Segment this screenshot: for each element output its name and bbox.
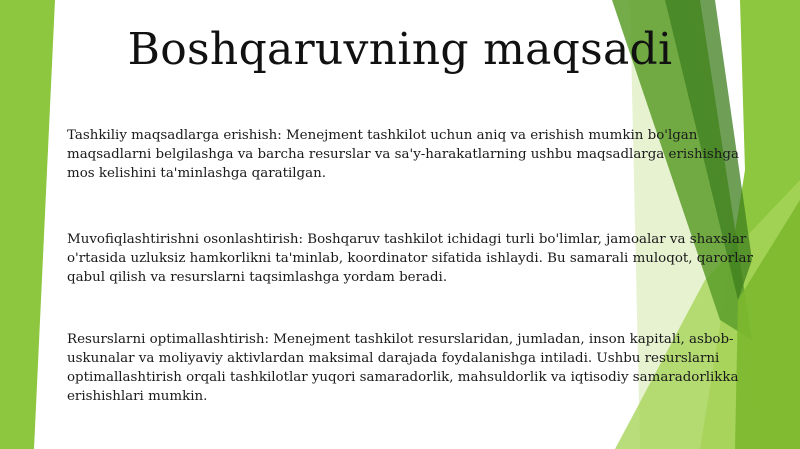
- paragraph-coordination: Muvofiqlashtirishni osonlashtirish: Boshqaruv tashkilot ichidagi turli bo'limlar, jamoalar va shaxslar o'rtasida uzluksiz hamkorlikni ta'minlab, koordinator sifatida ishlaydi. Bu samarali muloqot, qarorlar qabul qilish va resurslarni taqsimlashga yordam beradi.: [67, 232, 753, 285]
- paragraph-resource-optimization: Resurslarni optimallashtirish: Menejment tashkilot resurslaridan, jumladan, inson kapitali, asbob-uskunalar va moliyaviy aktivlardan maksimal darajada foydalanishga intiladi. Ushbu resurslarni optimallashtirish orqali tashkilotlar yuqori samaradorlik, mahsuldorlik va iqtisodiy samaradorlikka erishishlari mumkin.: [67, 332, 739, 404]
- paragraph-organizational-goals: Tashkiliy maqsadlarga erishish: Menejment tashkilot uchun aniq va erishish mumkin bo'lgan maqsadlarni belgilashga va barcha resurslar va sa'y-harakatlarning ushbu maqsadlarga erishishga mos kelishini ta'minlashga qaratilgan.: [67, 128, 739, 181]
- slide-title: Boshqaruvning maqsadi: [127, 24, 673, 75]
